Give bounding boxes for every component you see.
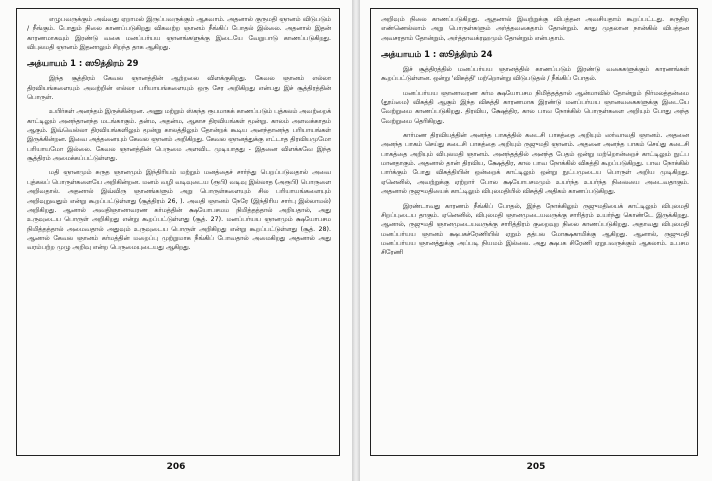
book-gutter xyxy=(352,0,360,481)
left-paragraph-1: எழுபவருக்கும் அவ்வது ஏறாமல் இருப்பவருக்கும் ஆகவாம். அதனால் குருமதி ஞானம் விடுபடும் / நீங்கும். போதும் நிலை காணப்படுகிறது விகவற்ற ஞானம் நீங்கிப் போதல் இல்லை. அதனால் இதன் காரணமாகவும் இரண்டு வகை மனப்பர்யய ஞானங்களுக்கு இடையே வேறுபாடு காணப்படுகிறது. விபுலமதி ஞானம் இதனாலும் சிறந்த தாக ஆகிறது. xyxy=(27,16,331,52)
left-page-number: 206 xyxy=(166,462,186,472)
left-page xyxy=(0,0,352,481)
right-paragraph-3: மனப்பர்யய ஞானாவரண கர்ம க்ஷயோபசம நிமித்தத்தால் ஆன்மாவில் தோன்றும் நிர்மலத்தன்மை (தூய்மை) விசுத்தி ஆகும் இந்த விசுத்தி காரணமாக இரண்டு மனப்பர்யய ஞானவகைகளுக்கு இடையே வேற்றுமை காணப்படுகிறது. திரவிய, க்ஷேத்திர, கால பாவ நோக்கில் பொருள்களை அறியும் போது அந்த வேற்றுமை தெரிகிறது. xyxy=(381,89,689,125)
left-paragraph-4: மதி ஞானமும் சுருத ஞானமும் இந்திரியம் மற்றும் மனத்தைச் சார்ந்து பெறப்படுவதால் அவை புத்கலப் பொருள்களையே அறிகின்றன. மனம் வழி வடிவுடைய (ரூபி) வடிவு இல்லாத (அரூபி) பொருளை அறிவதால். அதனால் இவ்விரு ஞானங்களும் அறு பொருள்களையும் சில பரியாயங்களையும் அறிவுறுவதும் என்று கூறப்பட்டுள்ளது (சூத்திரம் 26, ). அவதி ஞானம் நேரே (இந்திரிய சார்பு இல்லாமல்) அறிகிறது. ஆனால் அவதிஞானாவரண கர்மத்தின் க்ஷயோபசமம நிமித்தத்தால் அறியதால், அது உருவுடைய பொருள் அறிகிறது என்று கூறப்பட்டுள்ளது (சூத். 27). மனப்பர்யய ஞானமும் க்ஷயோபசம நிமித்தத்தால் அமைவதால் அதுவும் உருவுடைய பொருள் அறிகிறது என்று கூறப்பட்டுள்ளது (சூத். 28). ஆனால் கேவல ஞானம் கர்மத்தின் மறைப்பு முற்றுமாக நீங்கிப் போவதால் அமைகிறது அதனால் அது வரம்பற்ற முழு அறிவு என்ற பெருமையுடையது ஆகிறது. xyxy=(27,169,331,252)
right-page-number: 205 xyxy=(526,462,546,472)
right-paragraph-1: அறிவும் நிலை காணப்படுகிறது. ஆதனால் இவற்றுக்கு விபத்தன அவசியதாம் கூறப்பட்டது. சுருதிற எண்ணெல்லாம் அறு பொருள்களும் அர்த்தவகைதாம் தோன்றும். காது முதலான நான்கில் விபத்தன அவசரதாம் தோன்றும், அர்த்தாவக்ரஹமும் தோன்றும் என்பதாம். xyxy=(381,16,689,42)
right-chapter-heading: அத்யாயம் 1 : ஸூத்திரம் 24 xyxy=(381,49,493,60)
right-page-frame xyxy=(370,8,698,456)
left-page-content xyxy=(27,15,331,451)
right-paragraph-5: இரண்டாவது காரணம் நீங்கிப் போதல், இந்த நோக்கிலும் ருஜுமதியைக் காட்டிலும் விபுலமதி சிறப்புடைய தாகும். ஏனெனில், விபுலமதி ஞானமுடையவருக்கு சாரித்ரம் உயர்ந்து கொண்டே இருக்கிறது. ஆனால், ருஜுமதி ஞானமுடையவருக்கு சாரித்திரம் குறைவுற நிலை காணப்படுகிறது. அதாவது விபுலமதி மனப்பர்யய ஞானம் க்ஷபகச்ரேணியில் ஏறும் தத்பல மோக்ஷகாமிக்கு ஆகிறது. ஆனால், ருஜுமதி மனப்பர்யய ஞானத்துக்கு அப்படி நியமம் இல்லை. அது க்ஷபக சிரேணி ஏறுபவருக்கும் ஆகலாம். உபசம சிரேணி xyxy=(381,202,689,257)
left-paragraph-2: இந்த சூத்திரம் கேவல ஞானத்தின் ஆற்றலை விளக்குகிறது. கேவல ஞானம் எல்லா திரவியங்களையும் அவற்றின் எல்லா பரியாயங்களையும் ஒரு சேர அறிகிறது என்பது இச் சூத்திரத்தின் பொருள். xyxy=(27,75,331,102)
left-chapter-heading: அத்யாயம் 1 : ஸூத்திரம் 29 xyxy=(27,58,139,69)
right-paragraph-2: இச் சூத்திரத்தில் மனப்பர்யய ஞானத்தில் காணப்படும் இரண்டு வகைகளுக்கும் காரணங்கள் கூறப்பட்டுள்ளன. ஒன்று 'விசுத்தி' மற்றொன்று விடுபடுதல் / நீங்கிப் போதல். xyxy=(381,66,689,83)
right-paragraph-4: கார்மண திரவியத்தின் அனந்த பாகத்தில் கடைசி பாகத்தை அறியும் ஸர்வாவதி ஞானம். அதனை அனந்த பாகம் செய்து கடைசி பாகத்தை அறியும் ருஜுமதி ஞானம். அதனை அனந்த பாகம் செய்து கடைசி பாகத்தை அறியும் விபுலமதி ஞானம். அனந்தத்தில் அனந்த பேதம் ஒன்று மற்றொன்றைச் காட்டிலும் நுட்ப மானதாகும். அதனால் தான் திரவிய, க்ஷேத்திர, கால பாவ நோக்கில் விசுத்தி கூறப்படுகிறது. பாவ நோக்கில் பார்க்கும் போது விசுத்தியின் ஒன்றைக் காட்டிலும் ஒன்று நுட்பமுடைய பொருள் அறிய முடிகிறது. ஏனெனில், அவற்றுக்கு ஏற்றார் போல க்ஷயோபசமமும் உயர்ந்த உயர்ந்த நிலையை அடைவதாகும். அதனால் ருஜுமதியைக் காட்டிலும் விபுலமதியில் விசுத்தி அதிகம் காணப்படுகிறது. xyxy=(381,132,689,196)
left-paragraph-3: உயிர்கள் அனந்தம் இருக்கின்றன. அணு மற்றும் ஸ்கந்த ரூபமாகக் காணப்படும் புத்கலம் அவற்றைக் காட்டிலும் அனந்தானந்த மடங்காகும். தன்ம, அதன்ம, ஆகாச திரவியங்கள் மூன்று. காலம் அளவக்காதம் ஆகும். இவ்வெல்லா திரவியங்களிலும் மூன்று காலத்திலும் தோன்றக் கூடிய அனந்தானந்த பரியாயங்கள் இருக்கின்றன. இவை அத்தனையும் கேவல ஞானம் அறிகிறது. கேவல ஞானத்துக்கு எட்டாத திரவியமுமோ பரியாயமோ இல்லை. கேவல ஞானத்தின் பெருமை அளவிட முடியாதது - இதனை விளக்கவே இந்த சூத்திரம் அமைக்கப்பட்டுள்ளது. xyxy=(27,108,331,163)
left-page-frame xyxy=(16,8,340,456)
right-page-content xyxy=(381,15,689,451)
right-page xyxy=(360,0,712,481)
